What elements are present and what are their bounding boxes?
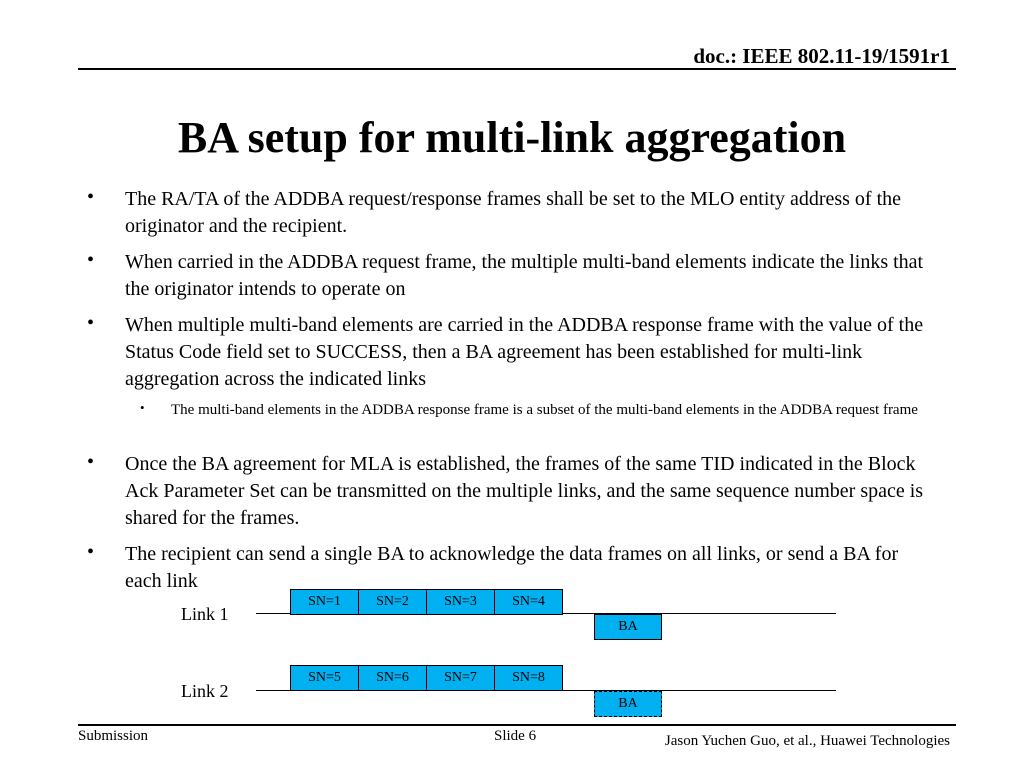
link-2-label: Link 2: [181, 681, 229, 701]
slide-number: Slide 6: [494, 728, 537, 744]
frame-sn5: SN=5: [290, 665, 359, 691]
frame-sn7: SN=7: [426, 665, 495, 691]
bullet-text: The recipient can send a single BA to acknowledge the data frames on all links, or send a BA for each link: [125, 543, 899, 592]
bullet-marker: •: [87, 249, 95, 271]
link-1-label: Link 1: [181, 604, 229, 624]
bullet-text: The RA/TA of the ADDBA request/response frames shall be set to the MLO entity address of the originator and the recipient.: [125, 188, 902, 237]
link-2-ba: BA: [594, 691, 662, 717]
bullet-text: Once the BA agreement for MLA is established, the frames of the same TID indicated in the Block Ack Parameter Set can be transmitted on the multiple links, and the same sequence number space is shared for the frames.: [125, 453, 924, 529]
frame-sn8: SN=8: [494, 665, 563, 691]
frame-sn3: SN=3: [426, 589, 495, 615]
bullet-marker: •: [87, 312, 95, 334]
doc-id: doc.: IEEE 802.11-19/1591r1: [693, 44, 950, 68]
bullet-marker: •: [87, 541, 95, 563]
bullet-text: The multi-band elements in the ADDBA response frame is a subset of the multi-band elements in the ADDBA request frame: [171, 402, 918, 418]
bullet-text: When carried in the ADDBA request frame, the multiple multi-band elements indicate the links that the originator intends to operate on: [125, 251, 924, 300]
frame-sn6: SN=6: [358, 665, 427, 691]
slide-title: BA setup for multi-link aggregation: [177, 113, 847, 162]
bullet-text: When multiple multi-band elements are carried in the ADDBA response frame with the value of the Status Code field set to SUCCESS, then a BA agreement has been established for multi-link aggregation across the indicated links: [125, 314, 924, 390]
bullet-marker: •: [87, 451, 95, 473]
link-1-ba: BA: [594, 614, 662, 640]
bullet-marker: •: [87, 186, 95, 208]
footer-divider: [78, 724, 956, 726]
frame-sn2: SN=2: [358, 589, 427, 615]
footer-submission: Submission: [78, 728, 149, 744]
frame-sn4: SN=4: [494, 589, 563, 615]
bullet-marker: •: [140, 400, 145, 415]
footer-authors: Jason Yuchen Guo, et al., Huawei Technologies: [664, 733, 950, 749]
frame-sn1: SN=1: [290, 589, 359, 615]
